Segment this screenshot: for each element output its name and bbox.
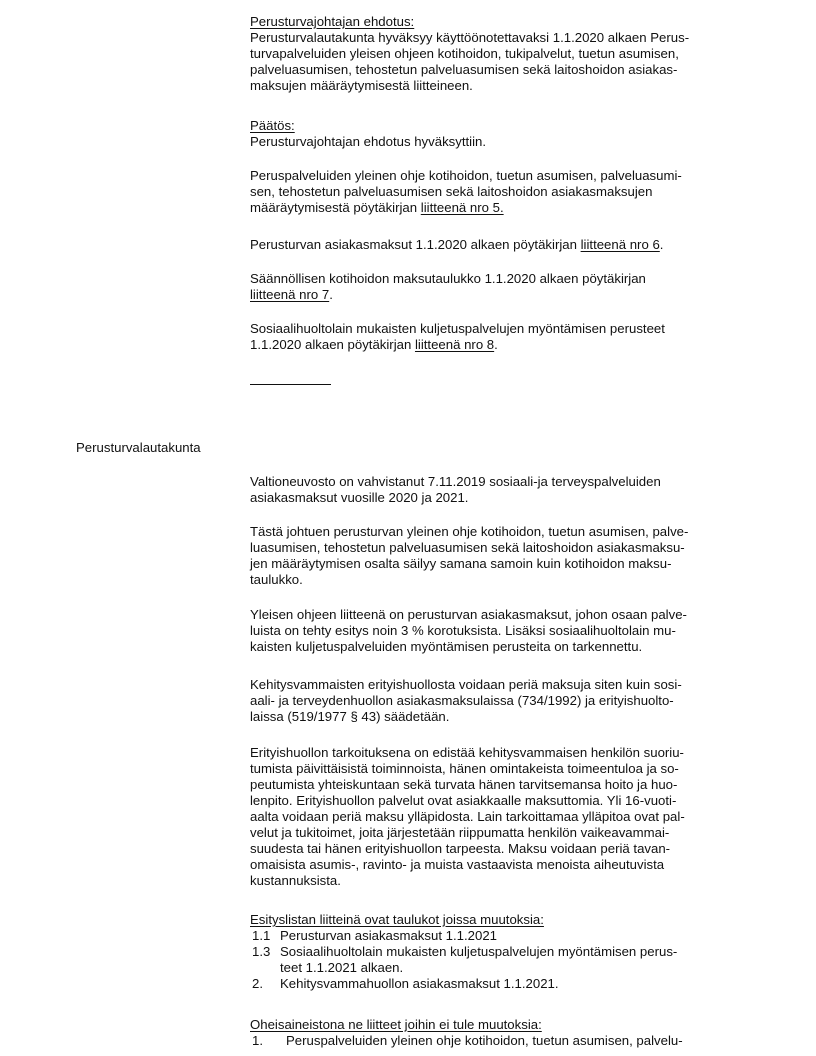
attachment-8-suffix: . xyxy=(494,337,498,352)
attachment-6-text: Perusturvan asiakasmaksut 1.1.2020 alkaen pöytäkirjan xyxy=(250,237,581,252)
attachment-5-line: sen, tehostetun palveluasumisen sekä laitoshoidon asiakasmaksujen xyxy=(250,184,653,199)
paragraph-line: peutumista yhteiskuntaan sekä turvata hänen tarvitsemansa hoito ja huo- xyxy=(250,777,678,792)
attachment-6-link[interactable]: liitteenä nro 6 xyxy=(580,237,660,252)
paragraph-3 xyxy=(250,607,740,655)
attachment-7-line xyxy=(250,287,740,303)
decision-text: Perusturvajohtajan ehdotus hyväksyttiin. xyxy=(250,134,487,149)
proposal-heading: Perusturvajohtajan ehdotus: xyxy=(250,14,415,29)
changed-attachments-heading: Esityslistan liitteinä ovat taulukot joissa muutoksia: xyxy=(250,912,544,927)
paragraph-line: aalta voidaan periä maksu ylläpidosta. Lain tarkoittamaa ylläpitoa ovat pal- xyxy=(250,809,685,824)
attachment-6-paragraph xyxy=(250,237,740,253)
paragraph-line: jen määräytymisen osalta säilyy samana samoin kuin kotihoidon maksu- xyxy=(250,556,672,571)
paragraph-line: Erityishuollon tarkoituksena on edistää kehitysvammaisen henkilön suoriu- xyxy=(250,745,684,760)
list-item-line: teet 1.1.2021 alkaen. xyxy=(280,960,404,975)
paragraph-line: suudesta tai hänen erityishuollon tarpeesta. Maksu voidaan periä tavan- xyxy=(250,841,671,856)
paragraph-line: Valtioneuvosto on vahvistanut 7.11.2019 sosiaali-ja terveyspalveluiden xyxy=(250,474,661,489)
proposal-section xyxy=(250,14,740,94)
paragraph-2 xyxy=(250,524,740,588)
paragraph-line: velut ja tukitoimet, joita järjestetään riippumatta henkilön vaikeavammai- xyxy=(250,825,670,840)
proposal-line: Perusturvalautakunta hyväksyy käyttöönotettavaksi 1.1.2020 alkaen Perus- xyxy=(250,30,690,45)
paragraph-line: kaisten kuljetuspalveluiden myöntämisen perusteita on tarkennettu. xyxy=(250,639,643,654)
list-item-number: 2. xyxy=(252,976,263,991)
paragraph-line: Yleisen ohjeen liitteenä on perusturvan asiakasmaksut, johon osaan palve- xyxy=(250,607,687,622)
attachment-5-line: Peruspalveluiden yleinen ohje kotihoidon, tuetun asumisen, palveluasumi- xyxy=(250,168,682,183)
list-item xyxy=(250,1033,740,1049)
paragraph-line: taulukko. xyxy=(250,572,303,587)
list-item-number: 1.3 xyxy=(252,944,271,959)
attachment-7-suffix: . xyxy=(329,287,333,302)
attachment-5-link[interactable]: liitteenä nro 5. xyxy=(420,200,504,215)
paragraph-line: kustannuksista. xyxy=(250,873,341,888)
list-item-text xyxy=(280,944,740,976)
attachment-8-paragraph xyxy=(250,321,740,353)
paragraph-1 xyxy=(250,474,740,506)
attachment-8-text: 1.1.2020 alkaen pöytäkirjan xyxy=(250,337,415,352)
paragraph-line: tumista päivittäisistä toiminnoista, hänen omintakeista toimeentuloa ja so- xyxy=(250,761,679,776)
paragraph-line: luasumisen, tehostetun palveluasumisen sekä laitoshoidon asiakasmaksu- xyxy=(250,540,685,555)
attachment-5-paragraph xyxy=(250,168,740,216)
decision-section xyxy=(250,118,740,150)
paragraph-line: Tästä johtuen perusturvan yleinen ohje kotihoidon, tuetun asumisen, palve- xyxy=(250,524,689,539)
paragraph-line: Kehitysvammaisten erityishuollosta voidaan periä maksuja siten kuin sosi- xyxy=(250,677,682,692)
attachment-8-line xyxy=(250,337,740,353)
attachment-5-text: määräytymisestä pöytäkirjan xyxy=(250,200,421,215)
list-item-text: Perusturvan asiakasmaksut 1.1.2021 xyxy=(280,928,497,943)
paragraph-line: asiakasmaksut vuosille 2020 ja 2021. xyxy=(250,490,469,505)
paragraph-5 xyxy=(250,745,740,889)
list-item-line: Sosiaalihuoltolain mukaisten kuljetuspalvelujen myöntämisen perus- xyxy=(280,944,678,959)
paragraph-line: omaisista asumis-, ravinto- ja muista vastaavista menoista aiheutuvista xyxy=(250,857,665,872)
committee-label: Perusturvalautakunta xyxy=(76,440,201,455)
separator-line xyxy=(250,384,331,385)
attachment-7-paragraph xyxy=(250,271,740,303)
decision-heading: Päätös: xyxy=(250,118,295,133)
attachment-5-line xyxy=(250,200,740,216)
paragraph-line: luista on tehty esitys noin 3 % korotuksista. Lisäksi sosiaalihuoltolain mu- xyxy=(250,623,676,638)
changed-attachments-section xyxy=(250,912,740,992)
unchanged-attachments-heading: Oheisaineistona ne liitteet joihin ei tule muutoksia: xyxy=(250,1017,542,1032)
proposal-line: turvapalveluiden yleisen ohjeen kotihoidon, tukipalvelut, tuetun asumisen, xyxy=(250,46,679,61)
attachment-7-link[interactable]: liitteenä nro 7 xyxy=(250,287,330,302)
list-item-number: 1. xyxy=(252,1033,263,1048)
attachment-6-suffix: . xyxy=(659,237,664,252)
attachment-7-line: Säännöllisen kotihoidon maksutaulukko 1.1.2020 alkaen pöytäkirjan xyxy=(250,271,646,286)
list-item xyxy=(250,944,740,976)
attachment-8-link[interactable]: liitteenä nro 8 xyxy=(414,337,495,352)
list-item-text: Peruspalveluiden yleinen ohje kotihoidon, tuetun asumisen, palvelu- xyxy=(286,1033,683,1048)
proposal-line: palveluasumisen, tehostetun palveluasumisen sekä laitoshoidon asiakas- xyxy=(250,62,678,77)
paragraph-4 xyxy=(250,677,740,725)
list-item xyxy=(250,976,740,992)
unchanged-attachments-section xyxy=(250,1017,740,1049)
list-item-text: Kehitysvammahuollon asiakasmaksut 1.1.2021. xyxy=(280,976,559,991)
paragraph-line: laissa (519/1977 § 43) säädetään. xyxy=(250,709,450,724)
list-item-number: 1.1 xyxy=(252,928,271,943)
paragraph-line: lenpito. Erityishuollon palvelut ovat asiakkaalle maksuttomia. Yli 16-vuoti- xyxy=(250,793,677,808)
attachment-8-line: Sosiaalihuoltolain mukaisten kuljetuspalvelujen myöntämisen perusteet xyxy=(250,321,665,336)
attachment-6-line xyxy=(250,237,740,253)
list-item xyxy=(250,928,740,944)
proposal-line: maksujen määräytymisestä liitteineen. xyxy=(250,78,473,93)
paragraph-line: aali- ja terveydenhuollon asiakasmaksulaissa (734/1992) ja erityishuolto- xyxy=(250,693,674,708)
